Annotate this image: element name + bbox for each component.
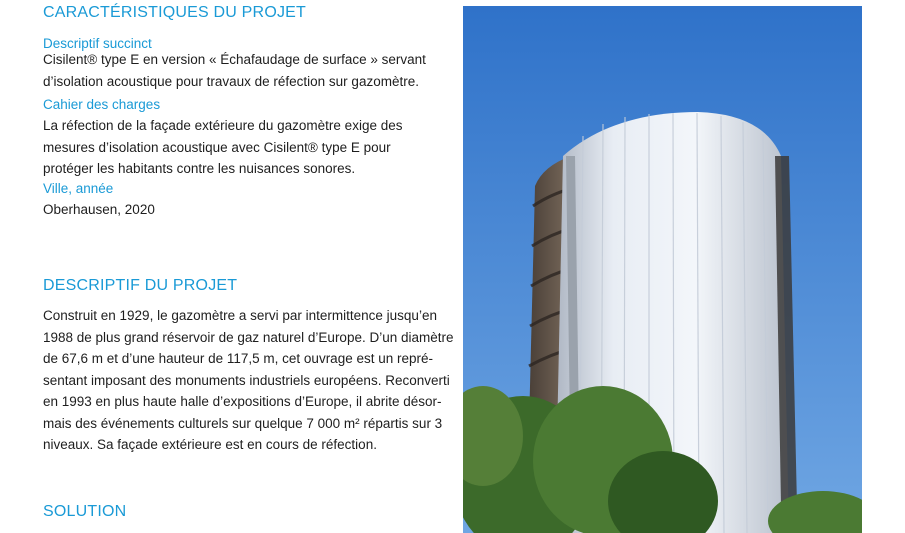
text-line: Cisilent® type E en version « Échafaudage de surface » servant bbox=[43, 52, 426, 67]
short-description-label: Descriptif succinct bbox=[43, 36, 152, 51]
specification-text bbox=[43, 115, 402, 180]
text-line: d’isolation acoustique pour travaux de réfection sur gazomètre. bbox=[43, 73, 419, 89]
characteristics-heading: CARACTÉRISTIQUES DU PROJET bbox=[43, 4, 307, 21]
short-description-text bbox=[43, 49, 426, 92]
text-line: protéger les habitants contre les nuisances sonores. bbox=[43, 161, 356, 176]
text-line: mais des événements culturels sur quelque 7 000 m² répartis sur 3 bbox=[43, 415, 443, 431]
text-line: Construit en 1929, le gazomètre a servi par intermittence jusqu’en bbox=[43, 308, 437, 323]
text-line: en 1993 en plus haute halle d’expositions d’Europe, il abrite désor- bbox=[43, 394, 442, 409]
text-line: niveaux. Sa façade extérieure est en cours de réfection. bbox=[43, 437, 377, 452]
gasometer-photo bbox=[463, 6, 862, 533]
text-line: Oberhausen, 2020 bbox=[43, 202, 155, 217]
text-line: de 67,6 m et d’une hauteur de 117,5 m, cet ouvrage est un repré- bbox=[43, 351, 433, 366]
text-line: mesures d’isolation acoustique avec Cisilent® type E pour bbox=[43, 139, 391, 155]
text-line: sentant imposant des monuments industriels européens. Reconverti bbox=[43, 372, 450, 388]
city-year-value bbox=[43, 199, 155, 221]
specification-label: Cahier des charges bbox=[43, 97, 161, 112]
city-year-label: Ville, année bbox=[43, 181, 114, 196]
text-line: 1988 de plus grand réservoir de gaz naturel d’Europe. D’un diamètre bbox=[43, 329, 454, 345]
description-text bbox=[43, 305, 454, 456]
solution-heading: SOLUTION bbox=[43, 503, 127, 520]
text-line: La réfection de la façade extérieure du gazomètre exige des bbox=[43, 118, 403, 133]
description-heading: DESCRIPTIF DU PROJET bbox=[43, 277, 238, 294]
